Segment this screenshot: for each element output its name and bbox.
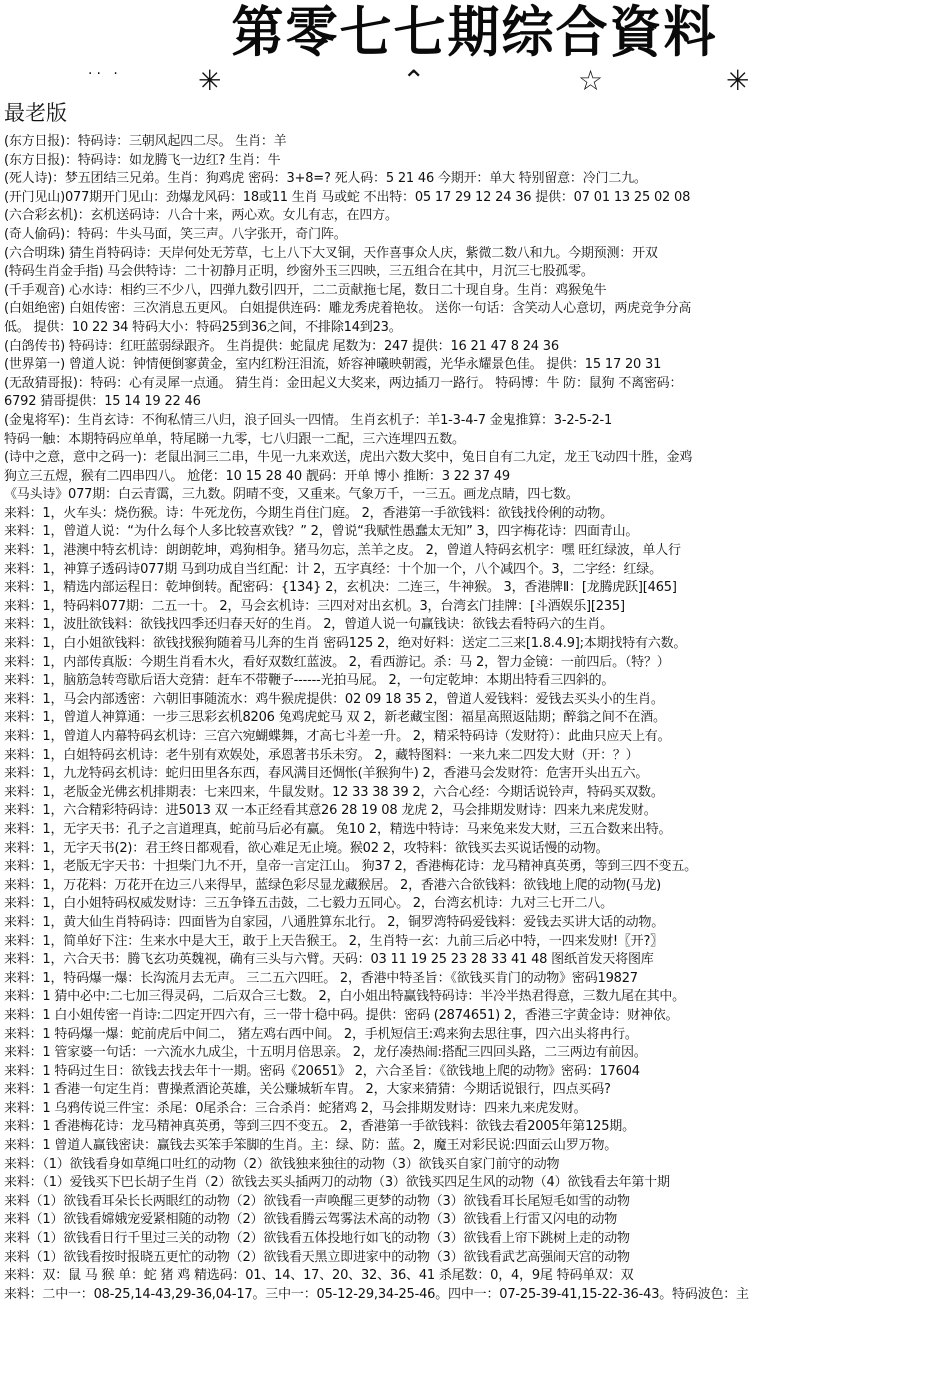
text-line: (金鬼将军)：生肖玄诗：不徇私情三八归，浪子回头一四情。 生肖玄机子：羊1-3-4-7 金鬼推算：3-2-5-2-1 xyxy=(4,412,613,428)
text-line: 来料（1）欲钱看按时报晓五更忙的动物（2）欲钱看天黑立即进家中的动物（3）欲钱看武艺高强闹天宫的动物 xyxy=(4,1249,630,1265)
text-line: 来料：1，内部传真版：今期生肖看木火，看好双数红蓝波。 2，看西游记。杀：马 2，智力金镜：一前四后。（特？） xyxy=(4,654,670,670)
text-line: 来料：1，无字天书(2)：君王终日都观看，欲心难足无止境。猴02 2，攻特料：欲钱买去买说话慢的动物。 xyxy=(4,840,609,856)
text-line: 来料：1 曾道人赢钱密诀：赢钱去买笨手笨脚的生肖。主：绿、防：蓝。2，魔王对彩民说:四面云山罗万物。 xyxy=(4,1138,618,1154)
text-line: (六合明珠) 猜生肖特码诗：天岸何处无芳草，七上八下大叉铜，天作喜事众人庆，紫微二数八和九。今期预测：开双 xyxy=(4,245,658,261)
text-line: 来料：1，九龙特码玄机诗：蛇归田里各东西，春风满目还惆怅(羊猴狗牛) 2，香港马会发财符：危害开头出五六。 xyxy=(4,766,649,782)
text-line: 来料：1 特码过生日：欲钱去找去年十一期。密码《20651》 2，六合圣旨：《欲钱地上爬的动物》密码：17604 xyxy=(4,1063,640,1079)
text-line: 来料：1，火车头：烧伤猴。诗：牛死龙伤，今期生肖住门庭。 2，香港第一手欲钱料：欲钱找伶俐的动物。 xyxy=(4,505,613,521)
text-line: 来料：1 白小姐传密一肖诗:二四定开四六有，三一带十稳中码。提供：密码 (2874651) 2，香港三字黄金诗：财神依。 xyxy=(4,1007,679,1023)
title-wrap xyxy=(0,2,949,64)
text-line: 来料：1 香港梅花诗：龙马精神真英勇，等到三四不变五。 2，香港第一手欲钱料：欲钱去看2005年第125期。 xyxy=(4,1119,635,1135)
text-line: 来料：1，特码爆一爆：长沟流月去无声。 三二五六四旺。 2，香港中特圣旨：《欲钱买肯门的动物》密码19827 xyxy=(4,970,638,986)
caret-icon: ⌃ xyxy=(402,64,426,97)
text-line: (诗中之意，意中之码一)：老鼠出洞三二串，牛见一九来欢送，虎出六数大奖中，兔日自有二九定，龙王飞动四十胜，金鸡 xyxy=(4,450,693,466)
text-line: 低。 提供：10 22 34 特码大小：特码25到36之间，不排除14到23。 xyxy=(4,319,402,335)
dots-mark: ·· · xyxy=(88,66,122,82)
text-line: 来料：1 猜中必中:二七加三得灵码，二后双合三七数。 2，白小姐出特赢钱特码诗：半冷半热君得意，三数九尾在其中。 xyxy=(4,989,685,1005)
text-line: 来料：1 香港一句定生肖：曹操煮酒论英雄，关公赚城斩车胄。 2，大家来猜猜：今期话说银行，四点买码? xyxy=(4,1082,611,1098)
text-line: (无敌猜哥报)：特码：心有灵犀一点通。 猜生肖：金田起义大奖来，两边插刀一路行。 特码博：牛 防：鼠狗 不离密码： xyxy=(4,375,683,391)
text-line: 来料：1 管家婆一句话：一六流水九成尘，十五明月倍思亲。 2，龙仔凑热闹:搭配三四回头路，二三两边有前因。 xyxy=(4,1045,647,1061)
text-line: 来料：1，港澳中特玄机诗：朗朗乾坤，鸡狗相争。猪马勿忘，羔羊之皮。 2，曾道人特码玄机字：嘿 旺红绿波，单人行 xyxy=(4,543,681,559)
text-line: 来料：1，曾道人神算通：一步三思彩玄机8206 兔鸡虎蛇马 双 2，新老藏宝图：福星高照返陆期；醉翁之间不在酒。 xyxy=(4,710,666,726)
text-line: 来料（1）欲钱看日行千里过三关的动物（2）欲钱看五体投地行如飞的动物（3）欲钱看上帘下跳树上走的动物 xyxy=(4,1231,630,1247)
text-line: 来料：1，曾道人说：“为什么每个人多比较喜欢钱？” 2，曾说“我赋性愚蠢太无知” 3，四字梅花诗：四面青山。 xyxy=(4,524,639,540)
edition-label: 最老版 xyxy=(4,101,67,125)
text-line: 来料：1，精选内部运程日：乾坤倒转。配密码：{134} 2，玄机决：二连三，牛神猴。 3，香港牌Ⅱ：[龙腾虎跃][465] xyxy=(4,580,677,596)
text-line: 来料：二中一：08-25,14-43,29-36,04-17。三中一：05-12-29,34-25-46。四中一：07-25-39-41,15-22-36-43。特码波色：主 xyxy=(4,1286,749,1302)
text-line: 狗立三五煜，猴有二四串四八。 尬佬：10 15 28 40 靓码：开单 博小 推断：3 22 37 49 xyxy=(4,468,510,484)
text-line: 来料（1）欲钱看耳朵长长两眼红的动物（2）欲钱看一声唤醒三更梦的动物（3）欲钱看耳长尾短毛如雪的动物 xyxy=(4,1193,630,1209)
text-line: (六合彩玄机)：玄机送码诗：八合十来，两心欢。女儿有志，在四方。 xyxy=(4,208,398,224)
text-line: (特码生肖金手指) 马会供特诗：二十初静月正明，纱窗外玉三四映，三五组合在其中，月沉三七股孤零。 xyxy=(4,264,594,280)
text-line: (白鸽传书) 特码诗：红旺蓝弱绿跟齐。 生肖提供：蛇鼠虎 尾数为：247 提供：16 21 47 8 24 36 xyxy=(4,338,559,354)
text-line: 来料：1，黄大仙生肖特码诗：四面皆为自家园，八通胜算东北行。 2，铜罗湾特码爱钱料：爱钱去买讲大话的动物。 xyxy=(4,914,665,930)
text-line: 来料：1，曾道人内幕特码玄机诗：三宫六宛蝴蝶舞，才高七斗差一升。 2，精采特码诗（发财符）：此曲只应天上有。 xyxy=(4,729,671,744)
text-line: 6792 猜哥提供：15 14 19 22 46 xyxy=(4,394,201,410)
text-line: 来料：1，万花料：万花开在边三八来得早，蓝绿色彩尽显龙藏猴居。 2，香港六合欲钱料：欲钱地上爬的动物(马龙) xyxy=(4,877,662,893)
text-line: 来料：（1）爱钱买下巴长胡子生肖（2）欲钱去买头插两刀的动物（3）欲钱买四足生风的动物（4）欲钱看去年第十期 xyxy=(4,1175,670,1191)
text-line: 来料：1，简单好下注：生来水中是大王，敢于上天告猴王。 2，生肖特一玄：九前三后必中特，一四来发财!〖开?〗 xyxy=(4,933,663,949)
text-line: 来料：1，马会内部透密：六朝旧事随流水：鸡牛猴虎提供：02 09 18 35 2，曾道人爱钱料：爱钱去买头小的生肖。 xyxy=(4,691,664,707)
text-line: (千手观音) 心水诗：相约三不少八，四弹九数引四开，二二贡献拖七尾，数日二十现自身。生肖：鸡猴兔牛 xyxy=(4,282,607,298)
text-line: 《马头诗》077期：白云青霭，三九数。阴晴不变，又重来。气象万千，一三五。画龙点睛，四七数。 xyxy=(4,487,579,503)
content-body xyxy=(4,133,944,1304)
text-line: 来料：1，波肚欲钱料：欲钱找四季还归春天好的生肖。 2，曾道人说一句赢钱诀：欲钱去看特码六的生肖。 xyxy=(4,617,613,633)
text-line: 来料：1，神算子透码诗077期 马到功成自当红配：计 2，五字真经：十个加一个，八个减四个。3，二字经：红绿。 xyxy=(4,561,662,577)
asterisk-icon: ✳ xyxy=(726,64,750,97)
star-icon: ☆ xyxy=(578,64,604,97)
text-line: 来料：1，老版无字天书：十担柴门九不开，皇帝一言定江山。 狗37 2，香港梅花诗：龙马精神真英勇，等到三四不变五。 xyxy=(4,859,697,875)
text-line: 来料：1，特码料077期：二五一十。 2，马会玄机诗：三四对对出玄机。3，台湾玄门挂牌：[斗酒娱乐][235] xyxy=(4,598,625,614)
text-line: 来料：1 特码爆一爆：蛇前虎后中间二， 猪左鸡右西中间。 2，手机短信王:鸡来狗去思往事，四六出头将冉行。 xyxy=(4,1026,638,1042)
text-line: (开门见山)077期开门见山：劲爆龙风码：18或11 生肖 马或蛇 不出特：05 17 29 12 24 36 提供：07 01 13 25 02 08 xyxy=(4,189,691,205)
asterisk-icon: ✳ xyxy=(198,64,222,97)
page-title: 第零七七期综合資料 xyxy=(231,0,718,65)
text-line: 来料：双：鼠 马 猴 单：蛇 猪 鸡 精选码：01、14、17、20、32、36、41 杀尾数：0，4，9尾 特码单双：双 xyxy=(4,1268,634,1284)
text-line: 来料：1，脑筋急转弯歇后语大竞猜：赶车不带鞭子------光拍马屁。 2，一句定乾坤：本期出特看三四斜的。 xyxy=(4,673,615,689)
text-line: 来料：1 乌鸦传说三件宝：杀尾：0尾杀合：三合杀肖：蛇猪鸡 2，马会排期发财诗：四来九来虎发财。 xyxy=(4,1100,587,1116)
text-line: 来料：（1）欲钱看身如草绳口吐红的动物（2）欲钱独来独往的动物（3）欲钱买自家门前守的动物 xyxy=(4,1156,560,1172)
text-line: 来料：1，六合天书：腾飞玄功英魏视，确有三头与六臂。天码：03 11 19 25 23 28 33 41 48 图纸首发天将图库 xyxy=(4,952,654,968)
text-line: (奇人偷码)：特码：牛头马面，笑三声。八字张开，奇门阵。 xyxy=(4,226,347,242)
text-line: (死人诗)：梦五团结三兄弟。生肖：狗鸡虎 密码：3+8=? 死人码：5 21 46 今期开：单大 特别留意：冷门二九。 xyxy=(4,171,647,187)
text-line: 来料：1，老版金光佛玄机排期表：七来四来，牛鼠发财。12 33 38 39 2，六合心经：今期话说铃声，特码买双数。 xyxy=(4,784,664,800)
text-line: (东方日报)：特码诗：如龙腾飞一边红? 生肖：牛 xyxy=(4,152,281,168)
text-line: 来料：1，六合精彩特码诗：进5013 双 一本正经看其意26 28 19 08 龙虎 2，马会排期发财诗：四来九来虎发财。 xyxy=(4,803,657,819)
text-line: 来料（1）欲钱看嫦娥宠爱紧相随的动物（2）欲钱看腾云驾雾法术高的动物（3）欲钱看上行雷又闪电的动物 xyxy=(4,1212,618,1228)
text-line: (世界第一) 曾道人说：钟情便倒寥黄金，室内红粉汪泪流，娇容神曦映朝霞，光华永耀景色佳。 提供：15 17 20 31 xyxy=(4,357,662,373)
decoration-row xyxy=(0,64,949,98)
text-line: 来料：1，无字天书：孔子之言道理真，蛇前马后必有赢。 兔10 2，精选中特诗：马来兔来发大财，三五合数来出特。 xyxy=(4,821,672,837)
text-line: 来料：1，白小姐特码权威发财诗：三五争锋五击鼓，二七毅力五同心。 2，台湾玄机诗：九对三七开二八。 xyxy=(4,896,613,912)
text-line: (白姐绝密) 白姐传密：三次消息五更风。 白姐提供连码：雕龙秀虎着艳妆。 送你一句话：含笑动人心意切，两虎竞争分高 xyxy=(4,301,692,317)
text-line: 来料：1，白姐特码玄机诗：老牛别有欢娱处，承恩著书乐未穷。 2，藏特图料：一来九来二四发大财（开：？） xyxy=(4,747,639,763)
text-line: 特码一触：本期特码应单单，特尾睇一九零，七八归跟一二配，三六连埋四五数。 xyxy=(4,431,465,447)
text-line: 来料：1，白小姐欲钱料：欲钱找猴狗随着马儿奔的生肖 密码125 2，绝对好料：送定二三来[1.8.4.9];本期找特有六数。 xyxy=(4,636,687,652)
text-line: (东方日报)：特码诗：三朝风起四二尽。 生肖：羊 xyxy=(4,134,287,149)
